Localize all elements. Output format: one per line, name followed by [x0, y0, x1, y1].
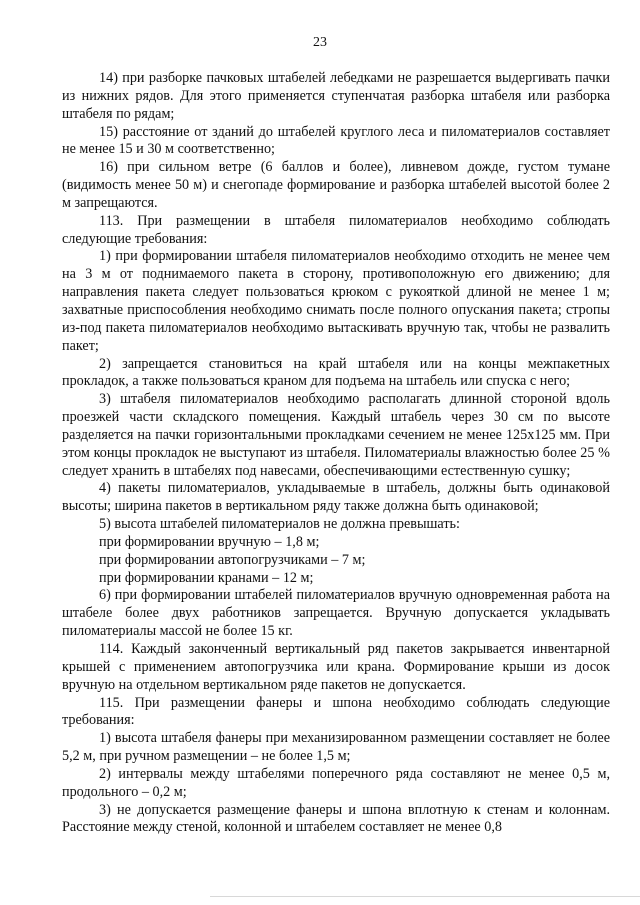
document-body [62, 70, 610, 837]
scan-edge-line [210, 896, 640, 897]
section-113-item-4: 4) пакеты пиломатериалов, укладываемые в штабель, должны быть одинаковой высоты; ширина пакетов в вертикальном ряду также должна быть одинаковой; [62, 480, 610, 515]
section-115-item-3: 3) не допускается размещение фанеры и шпона вплотную к стенам и колоннам. Расстояние между стеной, колонной и штабелем составляет не менее 0,8 [62, 801, 610, 836]
section-115-item-1: 1) высота штабеля фанеры при механизированном размещении составляет не более 5,2 м, при ручном размещении – не более 1,5 м; [62, 730, 610, 765]
section-113-item-1: 1) при формировании штабеля пиломатериалов необходимо отходить не менее чем на 3 м от поднимаемого пакета в сторону, противоположную его движению; для направления пакета следует пользоваться крюком с рукояткой длиной не менее 1 м; захватные приспособления необходимо снимать после полного опускания пакета; стропы из-под пакета пиломатериалов необходимо вытаскивать вручную так, чтобы не развалить пакет; [62, 248, 610, 354]
section-113-item-2: 2) запрещается становиться на край штабеля или на концы межпакетных прокладок, а также пользоваться краном для подъема на штабель или спуска с него; [62, 355, 610, 390]
section-113-intro: 113. При размещении в штабеля пиломатериалов необходимо соблюдать следующие требования: [62, 212, 610, 247]
height-limit-crane: при формировании кранами – 12 м; [99, 569, 314, 586]
height-limit-manual: при формировании вручную – 1,8 м; [99, 533, 320, 550]
paragraph-15: 15) расстояние от зданий до штабелей круглого леса и пиломатериалов составляет не менее 15 и 30 м соответственно; [62, 123, 610, 158]
section-113-item-5: 5) высота штабелей пиломатериалов не должна превышать: [99, 516, 460, 533]
section-115-intro: 115. При размещении фанеры и шпона необходимо соблюдать следующие требования: [62, 694, 610, 729]
section-113-item-6: 6) при формировании штабелей пиломатериалов вручную одновременная работа на штабеле более двух работников запрещается. Вручную допускается укладывать пиломатериалы массой не более 15 кг. [62, 587, 610, 640]
section-114: 114. Каждый законченный вертикальный ряд пакетов закрывается инвентарной крышей с применением автопогрузчика или крана. Формирование крыши из досок вручную на отдельном вертикальном ряде пакетов не допускается. [62, 641, 610, 693]
section-115-item-2: 2) интервалы между штабелями поперечного ряда составляют не менее 0,5 м, продольного – 0,2 м; [62, 765, 610, 800]
section-113-item-3: 3) штабеля пиломатериалов необходимо располагать длинной стороной вдоль проезжей части складского помещения. Каждый штабель через 30 см по высоте разделяется на пачки горизонтальными прокладками сечением не менее 125х125 мм. При этом концы прокладок не выступают из штабеля. Пиломатериалы влажностью более 25 % следует хранить в штабелях под навесами, обеспечивающими естественную сушку; [62, 391, 610, 479]
paragraph-16: 16) при сильном ветре (6 баллов и более), ливневом дожде, густом тумане (видимость менее 50 м) и снегопаде формирование и разборка штабелей высотой более 2 м запрещаются. [62, 159, 610, 211]
paragraph-14: 14) при разборке пачковых штабелей лебедками не разрешается выдергивать пачки из нижних рядов. Для этого применяется ступенчатая разборка штабеля или разборка штабеля по рядам; [62, 70, 610, 122]
page-number: 23 [313, 35, 327, 50]
height-limit-forklift: при формировании автопогрузчиками – 7 м; [99, 551, 366, 568]
